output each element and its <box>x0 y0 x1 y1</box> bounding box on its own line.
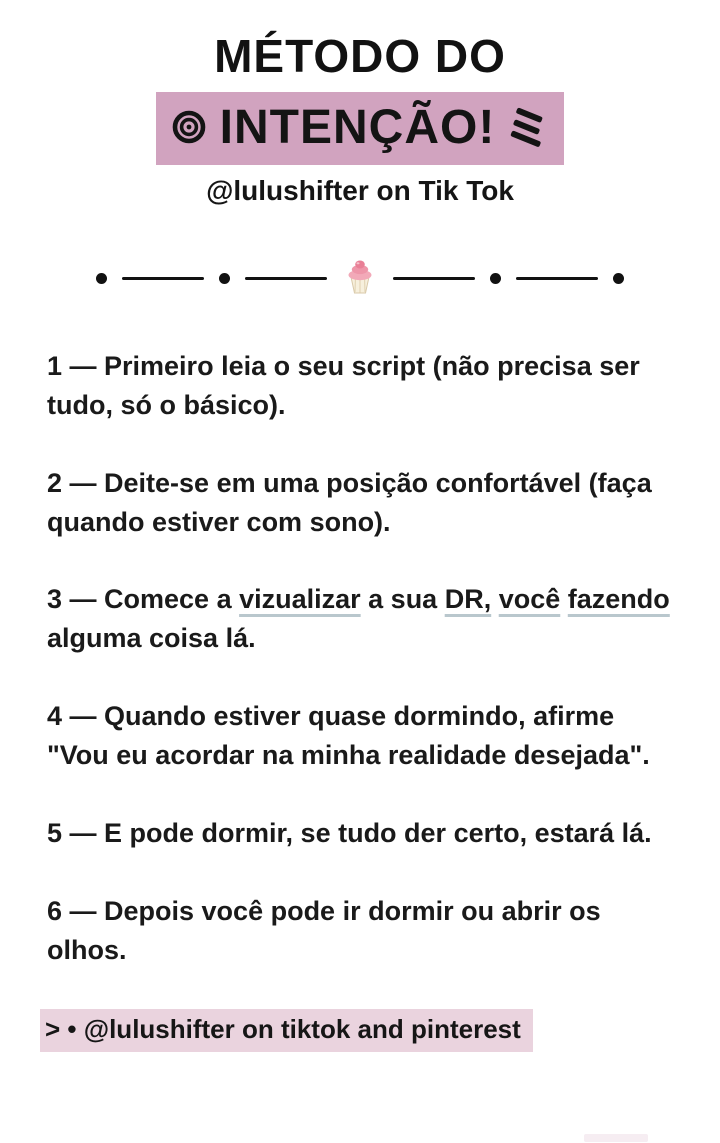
motion-dashes-icon <box>509 111 544 143</box>
divider-dot <box>219 273 230 284</box>
footer <box>0 1009 720 1052</box>
footer-credit: > • @lulushifter on tiktok and pinterest <box>40 1009 533 1052</box>
divider-line <box>245 277 327 280</box>
divider-dot <box>613 273 624 284</box>
underlined-word: DR, <box>444 584 492 615</box>
step-4: 4 — Quando estiver quase dormindo, afirme "Vou eu acordar na minha realidade desejada". <box>47 701 650 771</box>
step-6: 6 — Depois você pode ir dormir ou abrir os olhos. <box>47 895 601 965</box>
author-handle: @lulushifter on Tik Tok <box>206 174 514 206</box>
underlined-word: fazendo <box>567 584 670 615</box>
section-divider <box>0 259 720 299</box>
divider-line <box>516 277 598 280</box>
page-title: MÉTODO DO <box>214 30 506 82</box>
step-1: 1 — Primeiro leia o seu script (não precisa ser tudo, só o básico). <box>47 350 640 420</box>
bullseye-icon <box>172 110 206 144</box>
divider-line <box>122 277 204 280</box>
header <box>0 0 720 207</box>
step-5: 5 — E pode dormir, se tudo der certo, estará lá. <box>47 817 652 848</box>
underlined-word: vizualizar <box>239 584 361 615</box>
page-title-highlighted: INTENÇÃO! <box>219 100 496 154</box>
steps-list <box>0 347 720 970</box>
divider-dot <box>490 273 501 284</box>
step-3: 3 — Comece a vizualizar a sua DR, você fazendo alguma coisa lá. <box>47 584 670 654</box>
cupcake-icon <box>342 263 378 295</box>
divider-line <box>393 277 475 280</box>
step-2: 2 — Deite-se em uma posição confortável (faça quando estiver com sono). <box>47 467 652 537</box>
title-highlight <box>156 92 565 165</box>
faint-highlight-fragment <box>584 1134 648 1142</box>
divider-dot <box>96 273 107 284</box>
underlined-word: você <box>498 584 561 615</box>
